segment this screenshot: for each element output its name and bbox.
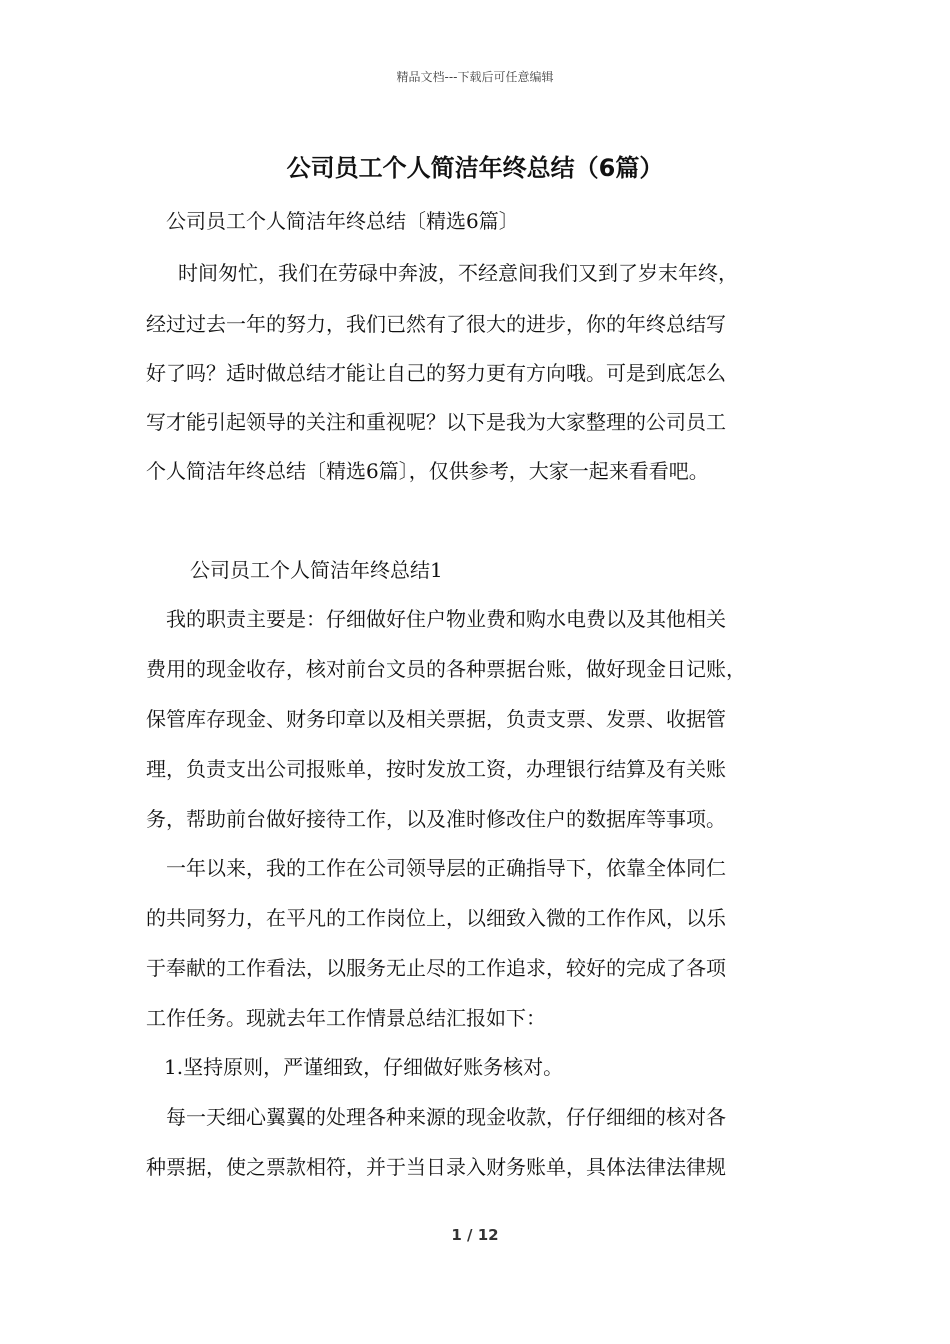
paragraph-line: 理，负责支出公司报账单，按时发放工资，办理银行结算及有关账 xyxy=(146,757,726,781)
document-subtitle: 公司员工个人简洁年终总结〔精选6篇〕 xyxy=(166,209,519,233)
paragraph-line: 好了吗？适时做总结才能让自己的努力更有方向哦。可是到底怎么 xyxy=(146,361,726,385)
paragraph-line: 一年以来，我的工作在公司领导层的正确指导下，依靠全体同仁 xyxy=(166,856,726,880)
header-note: 精品文档---下载后可任意编辑 xyxy=(396,70,554,84)
paragraph-line: 写才能引起领导的关注和重视呢？以下是我为大家整理的公司员工 xyxy=(146,410,726,434)
paragraph-line: 的共同努力，在平凡的工作岗位上，以细致入微的工作作风，以乐 xyxy=(146,906,726,930)
paragraph-line: 于奉献的工作看法，以服务无止尽的工作追求，较好的完成了各项 xyxy=(146,956,726,980)
paragraph-line: 我的职责主要是：仔细做好住户物业费和购水电费以及其他相关 xyxy=(166,607,726,631)
paragraph-line: 工作任务。现就去年工作情景总结汇报如下： xyxy=(146,1006,546,1030)
page-number: 1 / 12 xyxy=(451,1226,499,1244)
paragraph-line: 经过过去一年的努力，我们已然有了很大的进步，你的年终总结写 xyxy=(146,312,726,336)
paragraph-line: 费用的现金收存，核对前台文员的各种票据台账，做好现金日记账， xyxy=(146,657,746,681)
paragraph-line: 每一天细心翼翼的处理各种来源的现金收款，仔仔细细的核对各 xyxy=(166,1105,726,1129)
paragraph-line: 务，帮助前台做好接待工作，以及准时修改住户的数据库等事项。 xyxy=(146,807,726,831)
section-heading: 公司员工个人简洁年终总结1 xyxy=(190,558,443,582)
paragraph-line: 时间匆忙，我们在劳碌中奔波，不经意间我们又到了岁末年终， xyxy=(178,261,738,285)
paragraph-line: 种票据，使之票款相符，并于当日录入财务账单，具体法律法律规 xyxy=(146,1155,726,1179)
document-title: 公司员工个人简洁年终总结（6篇） xyxy=(286,154,664,182)
list-item: 1.坚持原则，严谨细致，仔细做好账务核对。 xyxy=(164,1055,564,1079)
paragraph-line: 保管库存现金、财务印章以及相关票据，负责支票、发票、收据管 xyxy=(146,707,726,731)
paragraph-line: 个人简洁年终总结〔精选6篇〕，仅供参考，大家一起来看看吧。 xyxy=(146,459,709,483)
